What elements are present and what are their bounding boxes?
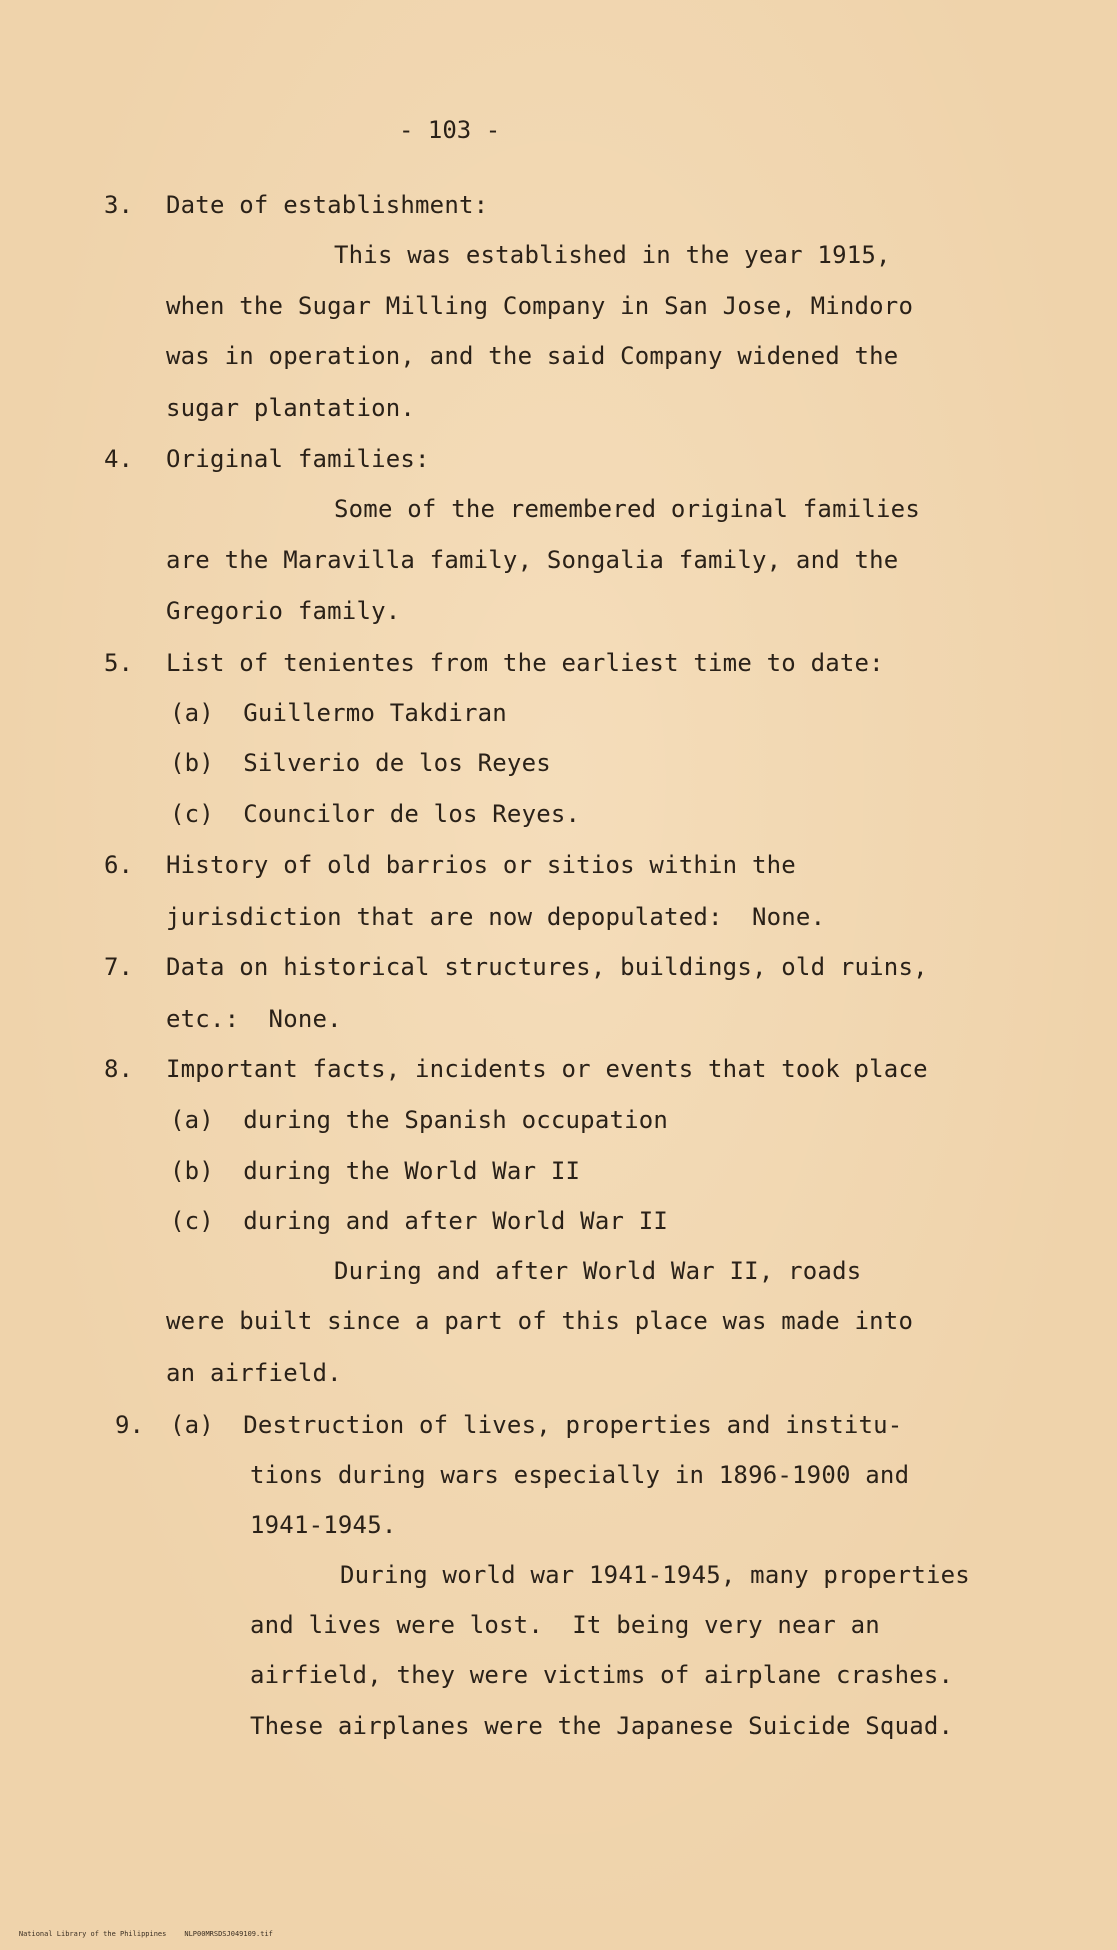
paragraph-line: are the Maravilla family, Songalia family, and the	[166, 546, 899, 574]
list-line: (b) during the World War II	[170, 1157, 581, 1185]
paragraph-line: jurisdiction that are now depopulated: None.	[166, 903, 826, 931]
list-line: (b) Silverio de los Reyes	[170, 749, 551, 777]
paragraph-line: and lives were lost. It being very near an	[250, 1611, 880, 1639]
paragraph-line: airfield, they were victims of airplane crashes.	[250, 1661, 954, 1689]
paragraph-line: sugar plantation.	[166, 394, 416, 422]
item-number: 3.	[104, 191, 133, 219]
paragraph-line: when the Sugar Milling Company in San Jose, Mindoro	[166, 292, 914, 320]
item-number: 5.	[104, 649, 133, 677]
list-line: (a) during the Spanish occupation	[170, 1106, 669, 1134]
footer-library: National Library of the Philippines	[18, 1930, 167, 1938]
item-number: 6.	[104, 851, 133, 879]
item-heading: Date of establishment:	[166, 191, 489, 219]
paragraph-line: etc.: None.	[166, 1005, 342, 1033]
item-number: 8.	[104, 1055, 133, 1083]
page-number: - 103 -	[399, 116, 501, 144]
list-line: (a) Guillermo Takdiran	[170, 699, 507, 727]
item-number: 9.	[115, 1411, 144, 1439]
paragraph-line: was in operation, and the said Company widened the	[166, 342, 899, 370]
footer-filename: NLP00MRSDSJ049109.tif	[184, 1930, 273, 1938]
scan-footer	[2, 1921, 273, 1948]
paragraph-line: Some of the remembered original families	[334, 495, 920, 523]
paragraph-line: an airfield.	[166, 1359, 342, 1387]
list-line: (a) Destruction of lives, properties and institu-	[170, 1411, 903, 1439]
list-line: (c) during and after World War II	[170, 1207, 669, 1235]
paragraph-line: 1941-1945.	[250, 1511, 397, 1539]
item-heading: Important facts, incidents or events that took place	[166, 1055, 928, 1083]
paragraph-line: tions during wars especially in 1896-1900 and	[250, 1461, 910, 1489]
item-heading: History of old barrios or sitios within the	[166, 851, 796, 879]
item-heading: Original families:	[166, 445, 430, 473]
paragraph-line: During and after World War II, roads	[334, 1257, 862, 1285]
paragraph-line: During world war 1941-1945, many properties	[340, 1561, 970, 1589]
item-heading: Data on historical structures, buildings, old ruins,	[166, 953, 928, 981]
item-number: 4.	[104, 445, 133, 473]
paragraph-line: These airplanes were the Japanese Suicide Squad.	[250, 1712, 954, 1740]
paragraph-line: This was established in the year 1915,	[334, 241, 891, 269]
list-line: (c) Councilor de los Reyes.	[170, 800, 581, 828]
paragraph-line: were built since a part of this place was made into	[166, 1307, 914, 1335]
item-heading: List of tenientes from the earliest time to date:	[166, 649, 884, 677]
item-number: 7.	[104, 953, 133, 981]
paragraph-line: Gregorio family.	[166, 597, 401, 625]
